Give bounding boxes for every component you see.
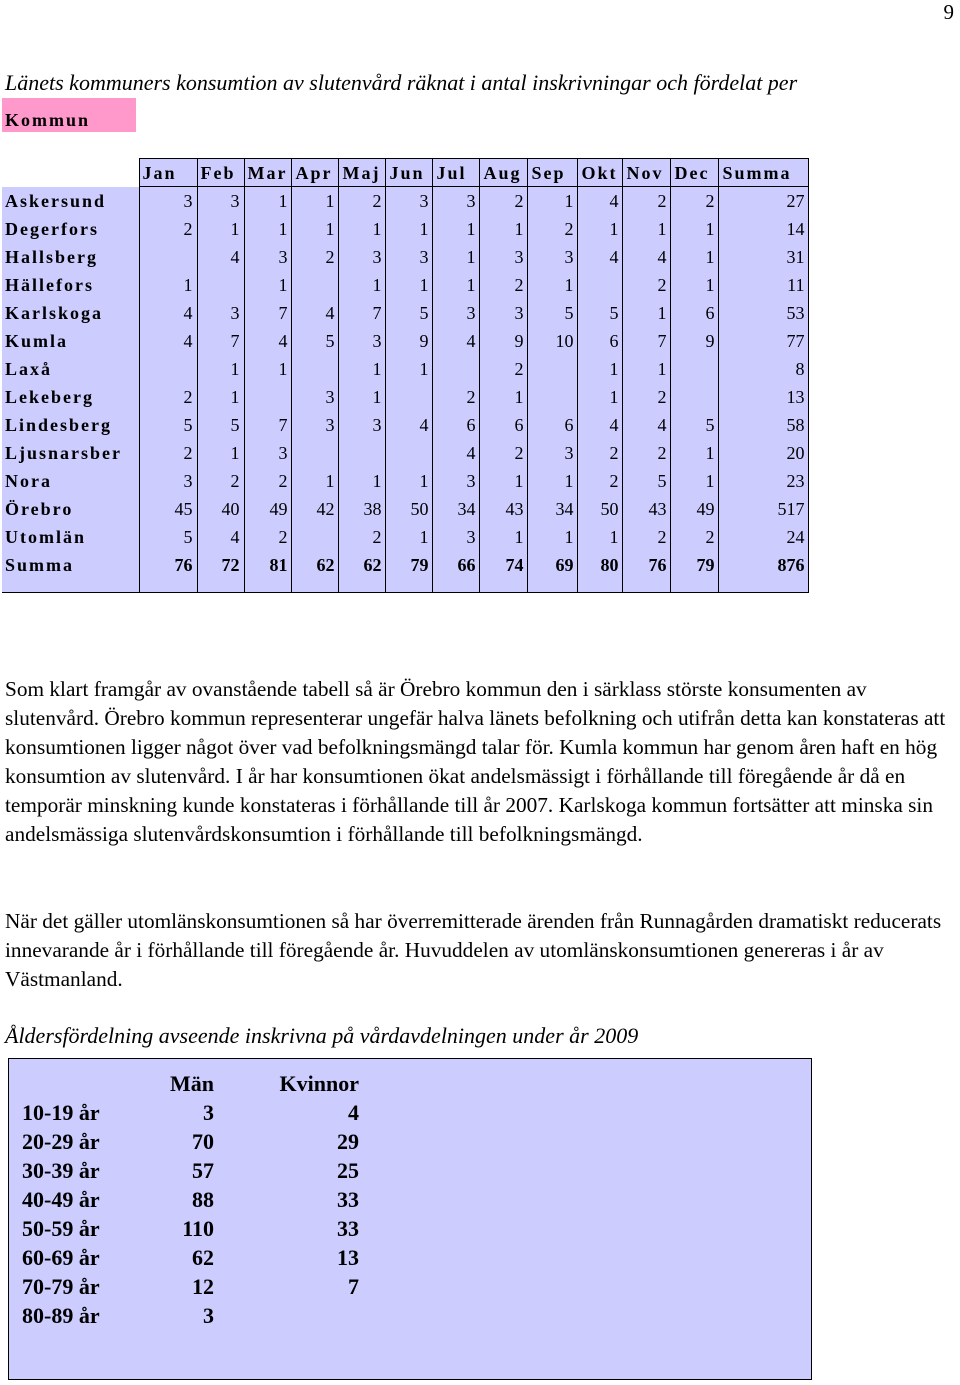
table-row: [2, 215, 809, 243]
men-count: 62: [192, 1245, 214, 1270]
age-section-heading: Åldersfördelning avseende inskrivna på vårdavdelningen under år 2009: [5, 1023, 639, 1048]
month-value: 5: [386, 299, 433, 327]
month-value: 1: [433, 215, 480, 243]
men-count: 3: [203, 1100, 214, 1125]
men-count: 3: [203, 1303, 214, 1328]
month-value: [292, 355, 339, 383]
age-group: 20-29 år: [22, 1129, 100, 1154]
month-value: 2: [139, 215, 197, 243]
women-count: 25: [337, 1158, 359, 1183]
women-count: 33: [337, 1216, 359, 1241]
month-value: 9: [480, 327, 528, 355]
column-header: Jul: [433, 159, 480, 187]
month-value: 1: [528, 271, 578, 299]
month-value: [671, 383, 719, 411]
age-row: [22, 1156, 359, 1185]
kommun-name: Hallsberg: [2, 243, 139, 271]
month-value: 1: [339, 271, 386, 299]
month-value: 4: [578, 411, 623, 439]
kommun-label: Kommun: [2, 98, 136, 132]
age-row: [22, 1214, 359, 1243]
month-value: 6: [433, 411, 480, 439]
age-row: [22, 1301, 359, 1330]
column-header: Nov: [623, 159, 671, 187]
women-count: 29: [337, 1129, 359, 1154]
month-value: 81: [244, 551, 292, 593]
month-value: 1: [339, 355, 386, 383]
column-header: Feb: [197, 159, 244, 187]
table-row: [2, 355, 809, 383]
month-value: 1: [578, 355, 623, 383]
month-value: 40: [197, 495, 244, 523]
row-total: 24: [719, 523, 809, 551]
month-value: 1: [623, 355, 671, 383]
table-row: [2, 187, 809, 215]
month-value: 43: [623, 495, 671, 523]
month-value: 3: [244, 243, 292, 271]
kommun-name: Utomlän: [2, 523, 139, 551]
month-value: 4: [578, 187, 623, 215]
age-group: 10-19 år: [22, 1100, 100, 1125]
age-column-header: Kvinnor: [279, 1071, 359, 1096]
table-row: [2, 523, 809, 551]
kommun-name: Ljusnarsber: [2, 439, 139, 467]
month-value: 2: [480, 355, 528, 383]
month-value: 3: [433, 467, 480, 495]
month-value: 74: [480, 551, 528, 593]
women-count: 13: [337, 1245, 359, 1270]
paragraph-utomlan: När det gäller utomlänskonsumtionen så har överremitterade ärenden från Runnagården dramatiskt reducerats innevarande år i förhållande till föregående år. Huvuddelen av utomlänskonsumtionen genereras i år av Västmanland.: [5, 909, 942, 991]
month-value: 7: [244, 411, 292, 439]
month-value: 1: [671, 467, 719, 495]
month-value: 1: [139, 271, 197, 299]
month-value: 2: [671, 523, 719, 551]
month-value: 7: [197, 327, 244, 355]
row-total: 58: [719, 411, 809, 439]
row-total: 77: [719, 327, 809, 355]
month-value: 5: [578, 299, 623, 327]
month-value: 5: [623, 467, 671, 495]
month-value: 3: [528, 243, 578, 271]
month-value: 2: [139, 383, 197, 411]
month-value: 1: [292, 467, 339, 495]
month-value: 1: [433, 243, 480, 271]
month-value: 7: [244, 299, 292, 327]
month-value: 2: [480, 271, 528, 299]
month-value: 1: [197, 439, 244, 467]
row-total: 13: [719, 383, 809, 411]
month-value: 72: [197, 551, 244, 593]
age-row: [22, 1098, 359, 1127]
month-value: 1: [480, 467, 528, 495]
men-count: 70: [192, 1129, 214, 1154]
kommun-name: Lindesberg: [2, 411, 139, 439]
month-value: 49: [671, 495, 719, 523]
month-value: 62: [339, 551, 386, 593]
month-value: 3: [339, 327, 386, 355]
month-value: 2: [671, 187, 719, 215]
row-total: 14: [719, 215, 809, 243]
month-value: 5: [292, 327, 339, 355]
women-count: 4: [348, 1100, 359, 1125]
age-distribution-box: [8, 1058, 812, 1380]
month-value: 4: [386, 411, 433, 439]
month-value: 50: [386, 495, 433, 523]
month-value: 38: [339, 495, 386, 523]
month-value: [671, 355, 719, 383]
column-header: Jan: [139, 159, 197, 187]
month-value: 1: [197, 355, 244, 383]
month-value: [197, 271, 244, 299]
month-value: 2: [339, 187, 386, 215]
table-row: [2, 243, 809, 271]
month-value: 4: [139, 299, 197, 327]
month-value: 3: [386, 187, 433, 215]
month-value: 6: [480, 411, 528, 439]
month-value: 2: [623, 439, 671, 467]
table-row: [2, 495, 809, 523]
month-value: 1: [339, 467, 386, 495]
month-value: 3: [386, 243, 433, 271]
table-row: [2, 271, 809, 299]
month-value: 3: [528, 439, 578, 467]
month-value: 4: [578, 243, 623, 271]
month-value: 1: [244, 355, 292, 383]
month-value: 1: [292, 187, 339, 215]
month-value: 62: [292, 551, 339, 593]
month-value: [139, 243, 197, 271]
month-value: 34: [433, 495, 480, 523]
month-value: 2: [197, 467, 244, 495]
month-value: 80: [578, 551, 623, 593]
month-value: 79: [386, 551, 433, 593]
kommun-name: Karlskoga: [2, 299, 139, 327]
month-value: 1: [339, 383, 386, 411]
month-value: 1: [292, 215, 339, 243]
column-header: Aug: [480, 159, 528, 187]
month-value: 1: [528, 467, 578, 495]
month-value: 1: [480, 383, 528, 411]
month-value: 4: [139, 327, 197, 355]
month-value: [386, 383, 433, 411]
month-value: 3: [292, 383, 339, 411]
women-count: [214, 1301, 359, 1330]
month-value: [292, 439, 339, 467]
month-value: [433, 355, 480, 383]
row-total: 27: [719, 187, 809, 215]
age-group: 40-49 år: [22, 1187, 100, 1212]
month-value: 50: [578, 495, 623, 523]
month-value: 49: [244, 495, 292, 523]
men-count: 12: [192, 1274, 214, 1299]
month-value: 1: [386, 467, 433, 495]
month-value: 1: [578, 215, 623, 243]
month-value: 76: [139, 551, 197, 593]
kommun-name: Kumla: [2, 327, 139, 355]
row-total: 20: [719, 439, 809, 467]
month-value: 1: [528, 187, 578, 215]
month-value: 6: [528, 411, 578, 439]
month-value: 2: [578, 467, 623, 495]
month-value: 2: [623, 187, 671, 215]
age-column-header: [22, 1069, 142, 1098]
month-value: 2: [433, 383, 480, 411]
table-row: [2, 467, 809, 495]
men-count: 57: [192, 1158, 214, 1183]
month-value: 3: [139, 187, 197, 215]
kommun-name: Degerfors: [2, 215, 139, 243]
column-header: Jun: [386, 159, 433, 187]
month-value: 1: [480, 215, 528, 243]
age-row: [22, 1243, 359, 1272]
table-row: [2, 411, 809, 439]
age-row: [22, 1272, 359, 1301]
column-header: Sep: [528, 159, 578, 187]
month-value: 2: [578, 439, 623, 467]
row-total: 876: [719, 551, 809, 593]
month-value: 1: [386, 523, 433, 551]
month-value: 66: [433, 551, 480, 593]
month-value: 76: [623, 551, 671, 593]
month-value: 69: [528, 551, 578, 593]
month-value: [578, 271, 623, 299]
month-value: 3: [433, 299, 480, 327]
month-value: 4: [197, 243, 244, 271]
column-header: Maj: [339, 159, 386, 187]
month-value: 5: [671, 411, 719, 439]
table-row: [2, 299, 809, 327]
column-header: Dec: [671, 159, 719, 187]
month-value: 1: [386, 271, 433, 299]
month-value: 2: [528, 215, 578, 243]
month-value: 1: [244, 187, 292, 215]
month-value: 3: [480, 243, 528, 271]
month-value: [528, 355, 578, 383]
month-value: 2: [480, 439, 528, 467]
month-value: [244, 383, 292, 411]
month-value: 7: [339, 299, 386, 327]
month-value: 3: [480, 299, 528, 327]
month-value: 45: [139, 495, 197, 523]
month-value: 1: [386, 355, 433, 383]
month-value: 2: [244, 467, 292, 495]
month-value: 1: [671, 439, 719, 467]
month-value: [139, 355, 197, 383]
month-value: 9: [386, 327, 433, 355]
month-value: 4: [197, 523, 244, 551]
age-row: [22, 1127, 359, 1156]
age-group: 60-69 år: [22, 1245, 100, 1270]
month-value: 1: [671, 243, 719, 271]
month-value: 79: [671, 551, 719, 593]
month-value: 1: [480, 523, 528, 551]
month-value: 3: [197, 187, 244, 215]
month-value: 1: [623, 215, 671, 243]
consumption-table: [2, 158, 809, 593]
age-group: 50-59 år: [22, 1216, 100, 1241]
month-value: 2: [244, 523, 292, 551]
month-value: 42: [292, 495, 339, 523]
month-value: 1: [528, 523, 578, 551]
month-value: 1: [578, 383, 623, 411]
kommun-name: Örebro: [2, 495, 139, 523]
kommun-name: Askersund: [2, 187, 139, 215]
paragraph-consumption: Som klart framgår av ovanstående tabell så är Örebro kommun den i särklass störste konsumenten av slutenvård. Örebro kommun representerar ungefär halva länets befolkning och utifrån detta kan konstateras att konsumtionen ligger något över vad befolkningsmängd talar för. Kumla kommun har genom åren haft en hög konsumtion av slutenvård. I år har konsumtionen ökat andelsmässigt i förhållande till föregående år då en temporär minskning kunde konstateras i förhållande till år 2007. Karlskoga kommun fortsätter att minska sin andelsmässiga slutenvårdskonsumtion i förhållande till befolkningsmängd.: [5, 677, 946, 846]
month-value: 3: [433, 187, 480, 215]
kommun-name: Lekeberg: [2, 383, 139, 411]
month-value: 4: [292, 299, 339, 327]
month-value: [386, 439, 433, 467]
month-value: 2: [480, 187, 528, 215]
column-header: Okt: [578, 159, 623, 187]
row-total: 8: [719, 355, 809, 383]
kommun-name: Nora: [2, 467, 139, 495]
month-value: 5: [197, 411, 244, 439]
row-total: 31: [719, 243, 809, 271]
row-total: 517: [719, 495, 809, 523]
section-heading: Länets kommuners konsumtion av slutenvård räknat i antal inskrivningar och fördelat per: [5, 70, 798, 95]
month-value: 5: [139, 411, 197, 439]
month-value: 1: [197, 215, 244, 243]
column-header: Apr: [292, 159, 339, 187]
month-value: 43: [480, 495, 528, 523]
kommun-name: Summa: [2, 551, 139, 593]
month-value: 1: [244, 215, 292, 243]
month-value: 5: [528, 299, 578, 327]
month-value: 3: [339, 243, 386, 271]
month-value: 1: [339, 215, 386, 243]
month-value: 1: [671, 215, 719, 243]
month-value: 3: [197, 299, 244, 327]
month-value: 4: [623, 411, 671, 439]
women-count: 33: [337, 1187, 359, 1212]
row-total: 53: [719, 299, 809, 327]
month-value: [528, 383, 578, 411]
month-value: 2: [139, 439, 197, 467]
corner-cell: [2, 159, 139, 187]
month-value: 6: [671, 299, 719, 327]
month-value: 7: [623, 327, 671, 355]
age-group: 30-39 år: [22, 1158, 100, 1183]
men-count: 110: [182, 1216, 214, 1241]
month-value: 1: [244, 271, 292, 299]
month-value: [292, 523, 339, 551]
age-column-header: Män: [170, 1071, 214, 1096]
age-header-row: [22, 1069, 359, 1098]
month-value: 1: [433, 271, 480, 299]
month-value: 2: [623, 523, 671, 551]
month-value: 1: [578, 523, 623, 551]
table-row: [2, 439, 809, 467]
month-value: 1: [671, 271, 719, 299]
month-value: 3: [244, 439, 292, 467]
month-value: 10: [528, 327, 578, 355]
month-value: 4: [433, 327, 480, 355]
month-value: 2: [292, 243, 339, 271]
table-row: [2, 327, 809, 355]
age-distribution-table: [22, 1069, 359, 1330]
month-value: 9: [671, 327, 719, 355]
month-value: 3: [139, 467, 197, 495]
kommun-name: Laxå: [2, 355, 139, 383]
month-value: 5: [139, 523, 197, 551]
header-row: [2, 159, 809, 187]
kommun-name: Hällefors: [2, 271, 139, 299]
month-value: 2: [339, 523, 386, 551]
month-value: [292, 271, 339, 299]
page-number: 9: [943, 0, 954, 24]
table-row: [2, 383, 809, 411]
age-group: 80-89 år: [22, 1303, 100, 1328]
month-value: 1: [197, 383, 244, 411]
column-header: Summa: [719, 159, 809, 187]
age-row: [22, 1185, 359, 1214]
month-value: 3: [433, 523, 480, 551]
column-header: Mar: [244, 159, 292, 187]
month-value: 2: [623, 271, 671, 299]
month-value: 1: [623, 299, 671, 327]
month-value: 6: [578, 327, 623, 355]
month-value: 1: [386, 215, 433, 243]
sum-row: [2, 551, 809, 593]
month-value: 4: [433, 439, 480, 467]
month-value: 34: [528, 495, 578, 523]
women-count: 7: [348, 1274, 359, 1299]
row-total: 23: [719, 467, 809, 495]
men-count: 88: [192, 1187, 214, 1212]
month-value: 3: [292, 411, 339, 439]
month-value: 4: [244, 327, 292, 355]
month-value: 4: [623, 243, 671, 271]
row-total: 11: [719, 271, 809, 299]
month-value: 3: [339, 411, 386, 439]
month-value: 2: [623, 383, 671, 411]
month-value: [339, 439, 386, 467]
age-group: 70-79 år: [22, 1274, 100, 1299]
